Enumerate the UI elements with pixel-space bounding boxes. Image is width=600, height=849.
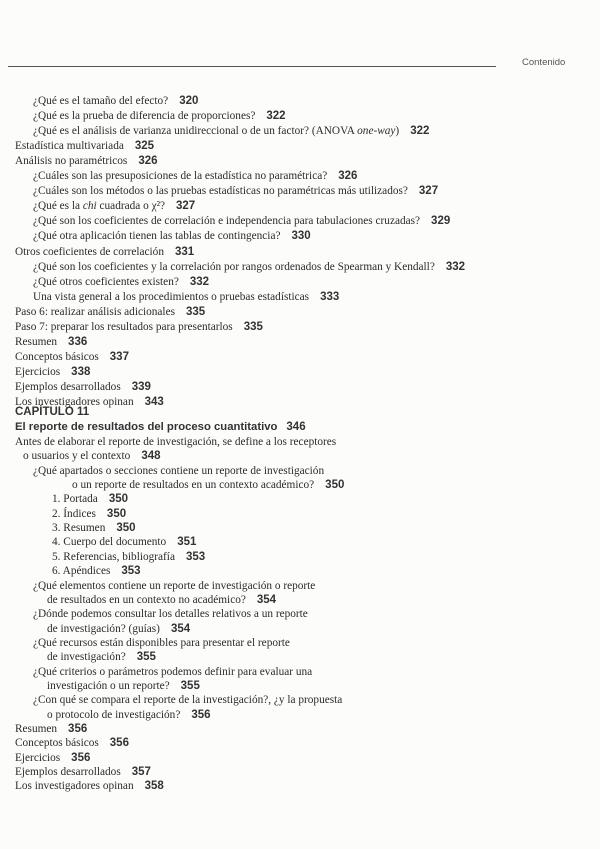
entry-page-number: 322 [410,125,430,138]
entry-text: ¿Qué elementos contiene un reporte de investigación o reporte [33,579,316,592]
entry-text: ¿Qué es la [33,200,83,213]
toc-entry [15,751,90,765]
header-rule [8,66,496,67]
entry-page-number: 335 [243,320,263,333]
entry-text: Estadística multivariada [15,140,124,153]
entry-text: o un reporte de resultados en un contexto académico? [72,479,315,492]
entry-text: ¿Qué son los coeficientes y la correlación por rangos ordenados de Spearman y Kendall? [33,260,435,273]
entry-text: ) [395,125,400,138]
entry-text: ¿Qué otros coeficientes existen? [33,275,179,288]
entry-page-number: 322 [266,110,286,123]
toc-entry [52,550,205,564]
toc-entry [15,736,129,750]
entry-text: Una vista general a los procedimientos o pruebas estadísticas [33,290,310,303]
toc-entry [52,535,196,549]
toc-entry [72,478,344,492]
toc-entry [47,679,200,693]
entry-text: 3. Resumen [52,522,106,535]
entry-page-number: 354 [170,622,191,635]
entry-text: Ejemplos desarrollados [15,766,121,779]
toc-entry [23,449,161,463]
entry-page-number: 355 [180,679,200,692]
entry-page-number: 320 [179,95,199,107]
chapter-title-text: El reporte de resultados del proceso cuantitativo [15,421,278,433]
entry-text: Otros coeficientes de correlación [15,245,164,258]
entry-page-number: 354 [256,593,277,606]
toc-entry [52,507,126,521]
entry-page-number: 356 [71,751,91,764]
toc-entry [52,492,128,506]
entry-text: Resumen [15,723,58,735]
entry-page-number: 329 [431,215,451,228]
entry-page-number: 357 [131,766,151,779]
entry-page-number: 335 [185,305,206,318]
toc-entry [15,365,90,379]
entry-text: ¿Qué recursos están disponibles para presentar el reporte [33,636,290,649]
toc-entry [15,350,129,364]
entry-text: Paso 7: preparar los resultados para presentarlos [15,320,233,333]
entry-text: chi [82,200,97,213]
entry-page-number: 355 [136,651,156,664]
entry-text: ¿Qué son los coeficientes de correlación e independencia para tabulaciones cruzadas? [33,215,421,228]
entry-text: ¿Cuáles son las presuposiciones de la estadística no paramétrica? [33,170,328,183]
entry-text: investigación o un reporte? [47,679,170,692]
entry-page-number: 353 [121,565,141,578]
toc-entry [15,435,336,449]
entry-page-number: 350 [106,507,127,520]
toc-entry [15,305,205,319]
entry-text: 2. Índices [52,507,96,520]
toc-entry [15,139,154,153]
entry-text: o protocolo de investigación? [47,708,181,721]
entry-text: Ejercicios [15,751,61,764]
entry-text: 6. Apéndices [52,565,111,578]
entry-text: Paso 6: realizar análisis adicionales [15,305,175,318]
entry-page-number: 356 [191,708,211,721]
toc-entry [33,665,312,679]
toc-entry [33,607,308,621]
toc-entry [33,464,324,478]
chapter-page: 346 [286,421,306,433]
entry-page-number: 351 [177,536,197,549]
toc-entry [33,199,195,213]
toc-entry [52,564,141,578]
entry-text: o usuarios y el contexto [23,450,131,463]
entry-page-number: 332 [189,275,210,288]
entry-page-number: 358 [144,780,164,793]
entry-text: ¿Qué es la prueba de diferencia de proporciones? [33,110,256,123]
entry-page-number: 326 [338,170,358,183]
toc-entry [33,124,429,138]
toc-entry [47,650,156,664]
toc-entry [33,290,339,304]
entry-text: Ejemplos desarrollados [15,380,121,393]
entry-text: ¿Qué es el tamaño del efecto? [33,95,169,107]
entry-page-number: 350 [108,493,128,506]
toc-entry [33,579,315,593]
entry-page-number: 350 [325,479,345,492]
entry-text: Análisis no paramétricos [15,155,128,168]
toc-entry [33,94,198,108]
toc-entry [15,320,263,334]
entry-text: ¿Qué otra aplicación tienen las tablas de contingencia? [33,230,281,243]
entry-text: ¿Qué criterios o parámetros podemos definir para evaluar una [33,665,313,678]
toc-entry [15,245,194,259]
entry-text: Conceptos básicos [15,350,99,363]
entry-page-number: 333 [320,290,340,303]
toc-entry [15,779,164,793]
entry-text: 4. Cuerpo del documento [52,536,167,549]
toc-entry [15,765,151,779]
entry-text: ¿Cuáles son los métodos o las pruebas estadísticas no paramétricas más utilizados? [33,185,408,198]
toc-entry [33,636,290,650]
entry-page-number: 331 [174,245,195,258]
entry-page-number: 325 [134,140,155,153]
running-header: Contenido [522,57,566,68]
entry-page-number: 336 [68,335,88,348]
entry-page-number: 327 [176,200,196,213]
entry-page-number: 327 [418,185,439,198]
entry-text: Los investigadores opinan [15,780,134,793]
entry-page-number: 348 [141,450,161,463]
entry-text: Ejercicios [15,365,61,378]
entry-page-number: 353 [185,550,206,563]
entry-page-number: 339 [131,380,151,393]
toc-entry [47,708,211,722]
toc-entry [33,260,465,274]
toc-entry [15,722,87,736]
toc-entry [52,521,136,535]
entry-text: de resultados en un contexto no académico? [47,593,246,606]
toc-entry [47,593,276,607]
chapter-label: CAPÍTULO 11 [15,406,90,418]
entry-text: Resumen [15,335,58,348]
toc-entry [33,229,311,243]
toc-entry [15,335,87,349]
entry-page-number: 332 [445,260,466,273]
entry-text: ¿Dónde podemos consultar los detalles relativos a un reporte [33,608,308,621]
entry-text: de investigación? (guías) [47,622,160,635]
entry-page-number: 356 [109,737,129,750]
entry-text: ¿Con qué se compara el reporte de la investigación?, ¿y la propuesta [33,694,343,707]
entry-page-number: 330 [291,230,311,243]
toc-entry [15,154,158,168]
entry-page-number: 326 [138,155,158,168]
entry-page-number: 350 [116,522,136,535]
entry-text: one-way [357,125,396,138]
entry-text: Los investigadores opinan [15,396,134,408]
entry-text: de investigación? [47,651,126,664]
entry-text: 1. Portada [52,493,98,506]
entry-page-number: 356 [68,723,88,735]
entry-page-number: 338 [71,365,91,378]
entry-text: ¿Qué es el análisis de varianza unidireccional o de un factor? (ANOVA [33,125,358,138]
entry-text: cuadrada o χ²? [96,200,165,213]
toc-entry [33,693,342,707]
toc-entry [33,169,357,183]
entry-text: Antes de elaborar el reporte de investigación, se define a los receptores [15,436,337,448]
entry-text: ¿Qué apartados o secciones contiene un reporte de investigación [33,464,325,477]
toc-entry [15,380,151,394]
toc-entry [33,214,450,228]
toc-entry [33,184,438,198]
chapter-title [15,421,306,433]
entry-page-number: 337 [109,350,129,363]
entry-text: 5. Referencias, bibliografía [52,550,175,563]
toc-entry [33,275,209,289]
toc-entry [47,622,190,636]
entry-page-number: 343 [144,396,164,408]
entry-text: Conceptos básicos [15,737,99,750]
toc-entry [33,109,286,123]
